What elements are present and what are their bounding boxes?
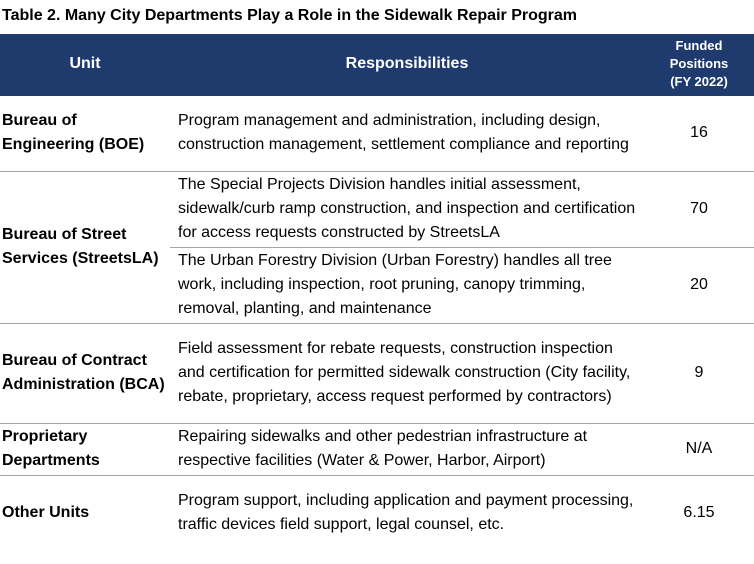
header-row — [0, 34, 754, 95]
unit-cell: Other Units — [2, 504, 90, 521]
responsibilities-cell: Program management and administration, including design, construction management, settlement compliance and reporting — [170, 95, 644, 172]
positions-cell: 16 — [644, 95, 754, 172]
table-row — [0, 95, 754, 172]
column-header-positions — [644, 34, 754, 95]
column-header-responsibilities: Responsibilities — [170, 34, 644, 95]
positions-cell: 20 — [644, 248, 754, 324]
positions-cell: 9 — [644, 324, 754, 424]
unit-cell: Bureau of Engineering (BOE) — [0, 95, 170, 172]
positions-header-line-1: Funded — [675, 38, 723, 53]
column-header-unit: Unit — [0, 34, 170, 95]
responsibilities-cell: Field assessment for rebate requests, construction inspection and certification for permitted sidewalk construction (City facility, rebate, proprietary, access request performed by contractors) — [170, 324, 644, 424]
table-title: Table 2. Many City Departments Play a Role in the Sidewalk Repair Program — [2, 7, 577, 24]
positions-header-line-2: Positions — [669, 56, 729, 71]
table-row — [0, 324, 754, 424]
positions-cell: 70 — [644, 172, 754, 248]
table-header — [0, 34, 754, 95]
responsibility-table — [0, 34, 754, 551]
unit-cell: Bureau of Street Services (StreetsLA) — [0, 172, 170, 324]
positions-cell: N/A — [644, 424, 754, 476]
responsibilities-cell: The Special Projects Division handles initial assessment, sidewalk/curb ramp construction, and inspection and certification for access requests constructed by StreetsLA — [170, 172, 644, 248]
positions-header-line-3: (FY 2022) — [670, 74, 728, 89]
responsibilities-cell: Program support, including application and payment processing, traffic devices field support, legal counsel, etc. — [178, 492, 634, 533]
responsibilities-cell: Repairing sidewalks and other pedestrian infrastructure at respective facilities (Water & Power, Harbor, Airport) — [170, 424, 644, 476]
unit-cell: Bureau of Contract Administration (BCA) — [0, 324, 170, 424]
table-row — [0, 424, 754, 476]
table-row — [0, 476, 754, 552]
responsibilities-cell: The Urban Forestry Division (Urban Forestry) handles all tree work, including inspection, root pruning, canopy trimming, removal, planting, and maintenance — [170, 248, 644, 324]
table-body — [0, 95, 754, 551]
positions-cell: 6.15 — [683, 504, 715, 521]
unit-cell: Proprietary Departments — [0, 424, 170, 476]
table-row — [0, 172, 754, 248]
